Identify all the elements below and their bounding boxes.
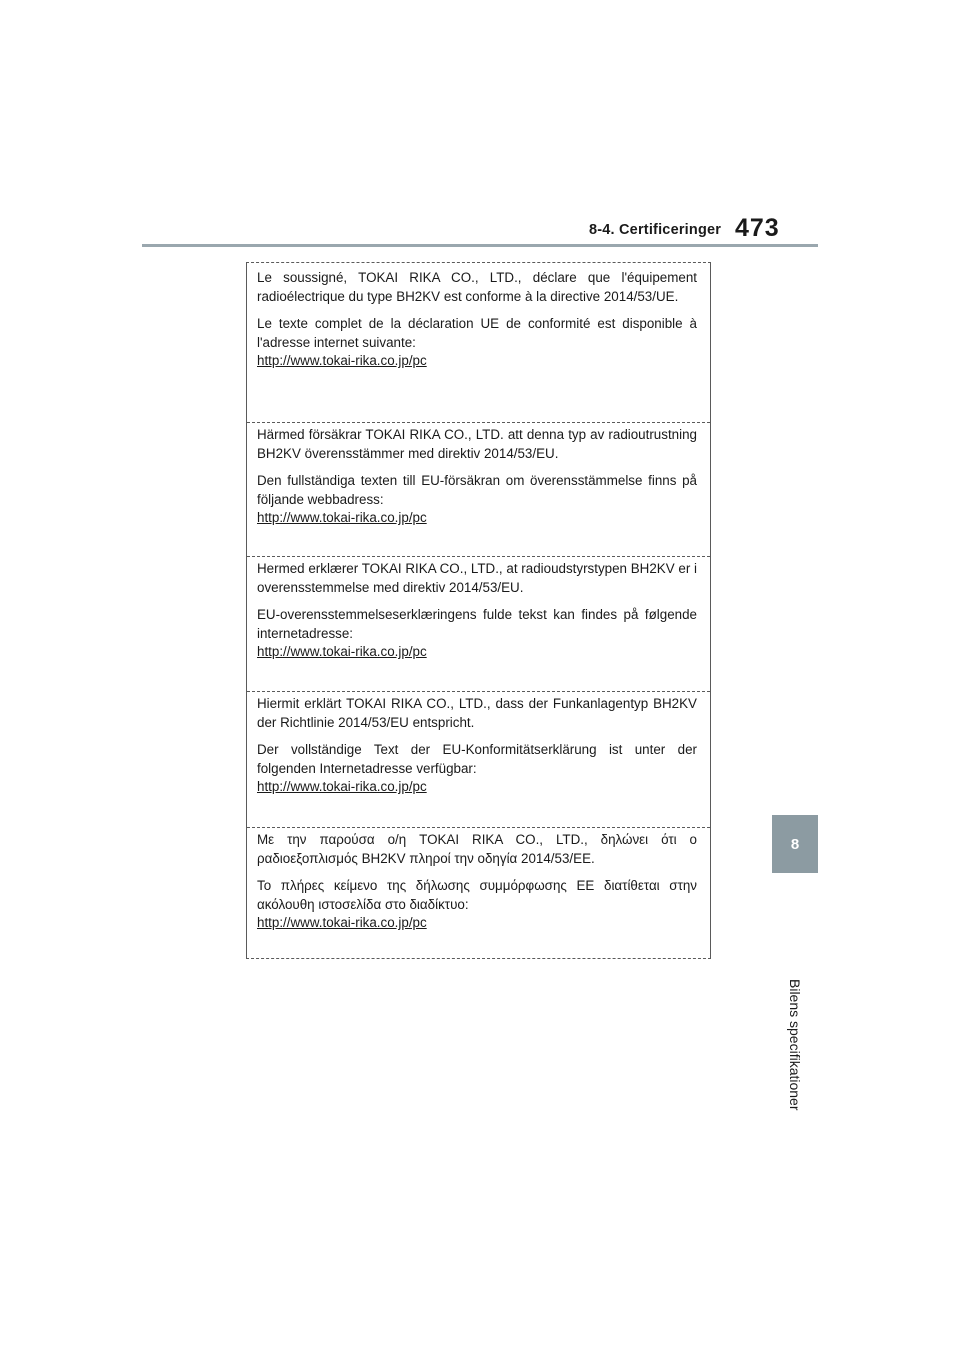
declaration-greek <box>257 831 697 933</box>
declaration-link[interactable]: http://www.tokai-rika.co.jp/pc <box>257 915 427 930</box>
declaration-statement: Με την παρούσα ο/η TOKAI RIKA CO., LTD., δηλώνει ότι ο ραδιοεξοπλισμός BH2KV πληροί την οδηγία 2014/53/ΕΕ. <box>257 832 697 866</box>
declaration-link[interactable]: http://www.tokai-rika.co.jp/pc <box>257 353 427 368</box>
declaration-availability <box>257 741 697 797</box>
availability-text: EU-overensstemmelseserklæringens fulde tekst kan findes på følgende internetadresse: <box>257 607 697 641</box>
availability-text: Le texte complet de la déclaration UE de conformité est disponible à l'adresse internet suivante: <box>257 316 697 350</box>
declaration-statement: Hermed erklærer TOKAI RIKA CO., LTD., at radioudstyrstypen BH2KV er i overensstemmelse med direktiv 2014/53/EU. <box>257 561 697 595</box>
declaration-availability <box>257 877 697 933</box>
declaration-divider <box>247 422 710 423</box>
page-number: 473 <box>735 214 780 242</box>
declaration-availability <box>257 606 697 662</box>
declaration-box <box>246 262 711 959</box>
declaration-danish <box>257 560 697 662</box>
availability-text: Το πλήρες κείμενο της δήλωσης συμμόρφωσης ΕΕ διατίθεται στην ακόλουθη ιστοσελίδα στο διαδίκτυο: <box>257 878 697 912</box>
declaration-availability <box>257 315 697 371</box>
header-rule <box>142 244 818 247</box>
declaration-divider <box>247 556 710 557</box>
declaration-link[interactable]: http://www.tokai-rika.co.jp/pc <box>257 779 427 794</box>
chapter-number: 8 <box>790 835 800 853</box>
chapter-tab <box>772 815 818 873</box>
declaration-french <box>257 269 697 371</box>
declaration-swedish <box>257 426 697 528</box>
availability-text: Der vollständige Text der EU-Konformitätserklärung ist unter der folgenden Internetadresse verfügbar: <box>257 742 697 776</box>
availability-text: Den fullständiga texten till EU-försäkran om överensstämmelse finns på följande webbadress: <box>257 473 697 507</box>
declaration-divider <box>247 827 710 828</box>
declaration-link[interactable]: http://www.tokai-rika.co.jp/pc <box>257 644 427 659</box>
section-title: 8-4. Certificeringer <box>589 222 722 238</box>
declaration-german <box>257 695 697 797</box>
declaration-divider <box>247 691 710 692</box>
declaration-statement: Härmed försäkrar TOKAI RIKA CO., LTD. att denna typ av radioutrustning BH2KV överensstämmer med direktiv 2014/53/EU. <box>257 427 697 461</box>
declaration-availability <box>257 472 697 528</box>
declaration-statement: Le soussigné, TOKAI RIKA CO., LTD., déclare que l'équipement radioélectrique du type BH2KV est conforme à la directive 2014/53/UE. <box>257 270 697 304</box>
declaration-statement: Hiermit erklärt TOKAI RIKA CO., LTD., dass der Funkanlagentyp BH2KV der Richtlinie 2014/53/EU entspricht. <box>257 696 697 730</box>
declaration-link[interactable]: http://www.tokai-rika.co.jp/pc <box>257 510 427 525</box>
chapter-label: Bilens specifikationer <box>787 979 803 1111</box>
